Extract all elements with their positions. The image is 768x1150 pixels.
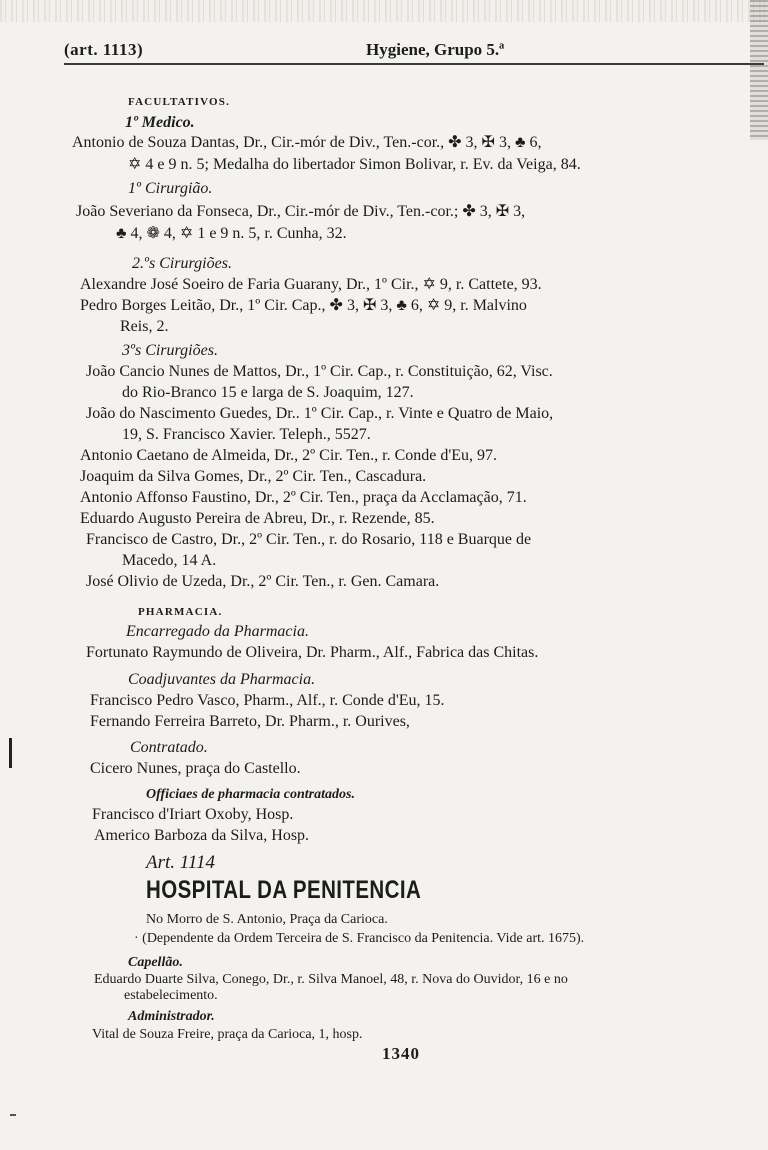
page-number: 1340: [382, 1044, 420, 1063]
margin-mark: [9, 738, 12, 768]
cirurgiao-heading: 1º Cirurgião.: [128, 180, 213, 197]
cirurgioes3-entry-line: João Cancio Nunes de Mattos, Dr., 1º Cir. Cap., r. Constituição, 62, Visc.: [86, 363, 553, 380]
cirurgioes3-entry-line: João do Nascimento Guedes, Dr.. 1º Cir. Cap., r. Vinte e Quatro de Maio,: [86, 405, 554, 422]
cirurgioes2-entry-line: Pedro Borges Leitão, Dr., 1º Cir. Cap., ✤ 3, ✠ 3, ♣ 6, ✡ 9, r. Malvino: [80, 297, 527, 314]
coadjuvantes-heading: Coadjuvantes da Pharmacia.: [128, 671, 316, 688]
medico-entry-line: ✡ 4 e 9 n. 5; Medalha do libertador Simon Bolivar, r. Ev. da Veiga, 84.: [128, 156, 581, 173]
contratado-entry-line: Cicero Nunes, praça do Castello.: [90, 760, 301, 777]
hospital-location: No Morro de S. Antonio, Praça da Carioca.: [146, 912, 388, 927]
cirurgioes3-entry-line: José Olivio de Uzeda, Dr., 2º Cir. Ten., r. Gen. Camara.: [86, 573, 440, 590]
encarregado-entry-line: Fortunato Raymundo de Oliveira, Dr. Pharm., Alf., Fabrica das Chitas.: [86, 644, 539, 661]
header-rule: [64, 63, 764, 65]
capellao-entry-line: Eduardo Duarte Silva, Conego, Dr., r. Silva Manoel, 48, r. Nova do Ouvidor, 16 e no: [94, 972, 568, 987]
officiaes-entry-line: Americo Barboza da Silva, Hosp.: [94, 827, 310, 844]
article-number: Art. 1114: [146, 852, 215, 873]
capellao-heading: Capellão.: [128, 955, 183, 970]
medico-heading: 1º Medico.: [125, 114, 195, 131]
cirurgioes3-entry-line: Francisco de Castro, Dr., 2º Cir. Ten., r. do Rosario, 118 e Buarque de: [86, 531, 532, 548]
section-facultativos: FACULTATIVOS.: [128, 96, 231, 108]
cirurgioes3-entry-line: Antonio Caetano de Almeida, Dr., 2º Cir. Ten., r. Conde d'Eu, 97.: [80, 447, 498, 464]
cirurgioes3-entry-line: 19, S. Francisco Xavier. Teleph., 5527.: [122, 426, 371, 443]
officiaes-heading: Officiaes de pharmacia contratados.: [146, 787, 355, 802]
cirurgioes2-heading: 2.ºs Cirurgiões.: [132, 255, 232, 272]
cirurgioes3-entry-line: Joaquim da Silva Gomes, Dr., 2º Cir. Ten., Cascadura.: [80, 468, 427, 485]
administrador-entry-line: Vital de Souza Freire, praça da Carioca, 1, hosp.: [92, 1027, 363, 1042]
running-title: Hygiene, Grupo 5.ª: [366, 40, 505, 59]
medico-entry-line: Antonio de Souza Dantas, Dr., Cir.-mór de Div., Ten.-cor., ✤ 3, ✠ 3, ♣ 6,: [72, 134, 542, 151]
scan-noise: [0, 0, 768, 22]
cirurgioes2-entry-line: Alexandre José Soeiro de Faria Guarany, Dr., 1º Cir., ✡ 9, r. Cattete, 93.: [80, 276, 542, 293]
cirurgioes3-entry-line: Macedo, 14 A.: [122, 552, 217, 569]
encarregado-heading: Encarregado da Pharmacia.: [126, 623, 309, 640]
cirurgioes3-entry-line: Eduardo Augusto Pereira de Abreu, Dr., r. Rezende, 85.: [80, 510, 435, 527]
officiaes-entry-line: Francisco d'Iriart Oxoby, Hosp.: [92, 806, 294, 823]
hospital-title: HOSPITAL DA PENITENCIA: [146, 876, 422, 904]
cirurgiao-entry-line: ♣ 4, ❁ 4, ✡ 1 e 9 n. 5, r. Cunha, 32.: [116, 225, 347, 242]
cirurgioes3-entry-line: Antonio Affonso Faustino, Dr., 2º Cir. Ten., praça da Acclamação, 71.: [80, 489, 527, 506]
administrador-heading: Administrador.: [128, 1009, 215, 1024]
margin-tick: [10, 1114, 16, 1116]
capellao-entry-line: estabelecimento.: [124, 988, 218, 1003]
coadjuvantes-entry-line: Francisco Pedro Vasco, Pharm., Alf., r. Conde d'Eu, 15.: [90, 692, 445, 709]
section-pharmacia: PHARMACIA.: [138, 606, 223, 618]
coadjuvantes-entry-line: Fernando Ferreira Barreto, Dr. Pharm., r. Ourives,: [90, 713, 410, 730]
article-reference: (art. 1113): [64, 40, 144, 59]
contratado-heading: Contratado.: [130, 739, 208, 756]
cirurgioes3-entry-line: do Rio-Branco 15 e larga de S. Joaquim, 127.: [122, 384, 414, 401]
cirurgioes2-entry-line: Reis, 2.: [120, 318, 169, 335]
cirurgioes3-heading: 3ºs Cirurgiões.: [122, 342, 218, 359]
scan-edge-smudge: [750, 0, 768, 140]
hospital-note: · (Dependente da Ordem Terceira de S. Francisco da Penitencia. Vide art. 1675).: [134, 931, 585, 946]
cirurgiao-entry-line: João Severiano da Fonseca, Dr., Cir.-mór de Div., Ten.-cor.; ✤ 3, ✠ 3,: [76, 203, 526, 220]
